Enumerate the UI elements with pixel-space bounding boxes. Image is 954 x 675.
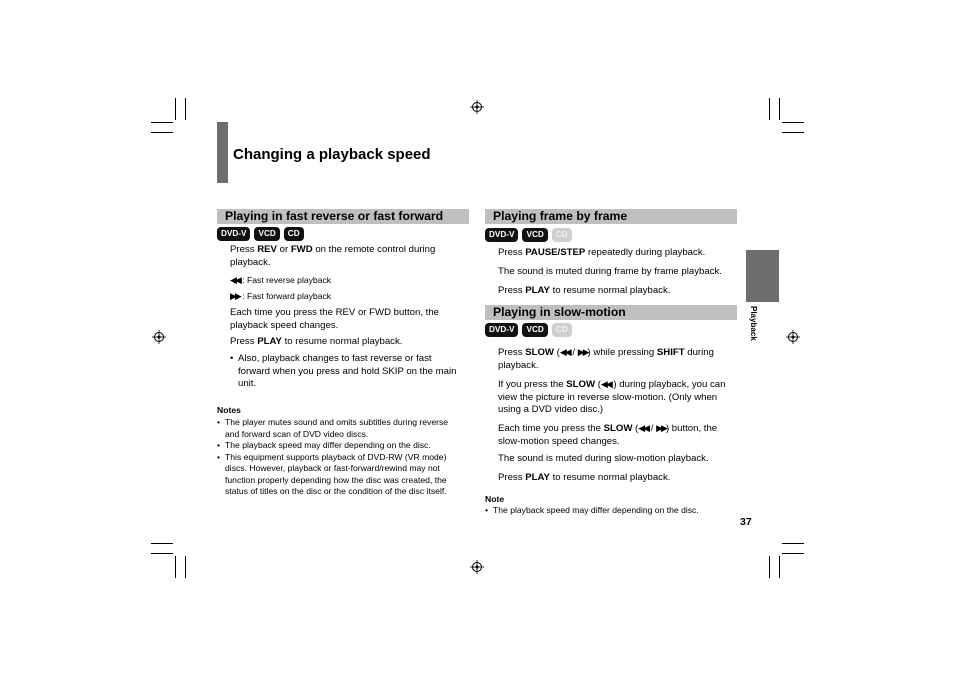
badge-vcd: VCD [522, 323, 547, 337]
page-title: Changing a playback speed [233, 146, 431, 163]
registration-mark-icon [470, 100, 484, 114]
registration-mark-icon [152, 330, 166, 344]
title-accent-bar [217, 122, 228, 183]
badge-dvd-v: DVD-V [485, 323, 518, 337]
crop-mark [779, 556, 780, 578]
fast-forward-icon: ▶▶ [577, 347, 588, 357]
disc-badges [485, 323, 572, 337]
fast-reverse-icon: ◀◀ [230, 275, 240, 285]
disc-badges [485, 228, 572, 242]
notes-title: Notes [217, 405, 241, 415]
frame-resume-text: Press PLAY to resume normal playback. [498, 285, 671, 296]
crop-mark [175, 98, 176, 120]
frame-step-text: Press PAUSE/STEP repeatedly during playback. [498, 247, 706, 258]
chapter-tab-label: Playback [749, 306, 758, 341]
crop-mark [185, 98, 186, 120]
crop-mark [151, 543, 173, 544]
crop-mark [782, 553, 804, 554]
list-item: • The playback speed may differ depending on the disc. [217, 440, 462, 452]
crop-mark [151, 132, 173, 133]
badge-vcd: VCD [254, 227, 279, 241]
crop-mark [782, 132, 804, 133]
fast-forward-icon: ▶▶ [656, 423, 666, 433]
note-title: Note [485, 494, 505, 504]
registration-mark-icon [470, 560, 484, 574]
section-heading-frame: Playing frame by frame [485, 209, 737, 224]
slow-mute-text: The sound is muted during slow-motion playback. [498, 453, 709, 464]
crop-mark [175, 556, 176, 578]
fwd-legend: ▶▶ : Fast forward playback [230, 291, 332, 301]
fast-reverse-icon: ◀◀ [638, 423, 649, 433]
chapter-tab [746, 250, 779, 302]
crop-mark [779, 98, 780, 120]
slow-resume-text: Press PLAY to resume normal playback. [498, 472, 671, 483]
skip-hold-text: • Also, playback changes to fast reverse or fast forward when you press and hold SKIP on the main unit. [230, 353, 465, 391]
crop-mark [151, 122, 173, 123]
crop-mark [769, 98, 770, 120]
badge-dvd-v: DVD-V [485, 228, 518, 242]
crop-mark [151, 553, 173, 554]
list-item: • The playback speed may differ depending on the disc. [485, 505, 730, 517]
crop-mark [769, 556, 770, 578]
slow-shift-text: Press SLOW (◀◀ / ▶▶) while pressing SHIFT during playback. [498, 347, 714, 371]
fast-reverse-icon: ◀◀ [559, 347, 570, 357]
frame-mute-text: The sound is muted during frame by frame playback. [498, 266, 722, 277]
registration-mark-icon [786, 330, 800, 344]
slow-reverse-text: If you press the SLOW (◀◀ ) during playback, you can view the picture in reverse slow-motion. (Only when using a DVD video disc.) [498, 379, 726, 415]
speed-change-text: Each time you press the REV or FWD button, the playback speed changes. [230, 307, 440, 331]
badge-cd: CD [552, 323, 572, 337]
list-item: • This equipment supports playback of DVD-RW (VR mode) discs. However, playback or fast-forward/rewind may not function properly depending how the disc was created, the status of titles on the disc or the condition of the disc itself. [217, 452, 462, 498]
list-item: • The player mutes sound and omits subtitles during reverse and forward scan of DVD video discs. [217, 417, 462, 440]
badge-cd: CD [552, 228, 572, 242]
resume-play-text: Press PLAY to resume normal playback. [230, 336, 403, 347]
crop-mark [185, 556, 186, 578]
crop-mark [782, 122, 804, 123]
fast-reverse-icon: ◀◀ [600, 379, 611, 389]
crop-mark [782, 543, 804, 544]
notes-list [217, 417, 462, 498]
note-list [485, 505, 730, 517]
slow-speed-text: Each time you press the SLOW (◀◀ / ▶▶) button, the slow-motion speed changes. [498, 423, 718, 447]
badge-dvd-v: DVD-V [217, 227, 250, 241]
section-heading-slow: Playing in slow-motion [485, 305, 737, 320]
section-heading-fast-scan: Playing in fast reverse or fast forward [217, 209, 469, 224]
fast-forward-icon: ▶▶ [230, 291, 240, 301]
instruction-rev-fwd: Press REV or FWD on the remote control during playback. [230, 244, 436, 268]
disc-badges [217, 227, 304, 241]
page-number: 37 [740, 516, 752, 528]
rev-legend: ◀◀ : Fast reverse playback [230, 275, 332, 285]
badge-vcd: VCD [522, 228, 547, 242]
badge-cd: CD [284, 227, 304, 241]
